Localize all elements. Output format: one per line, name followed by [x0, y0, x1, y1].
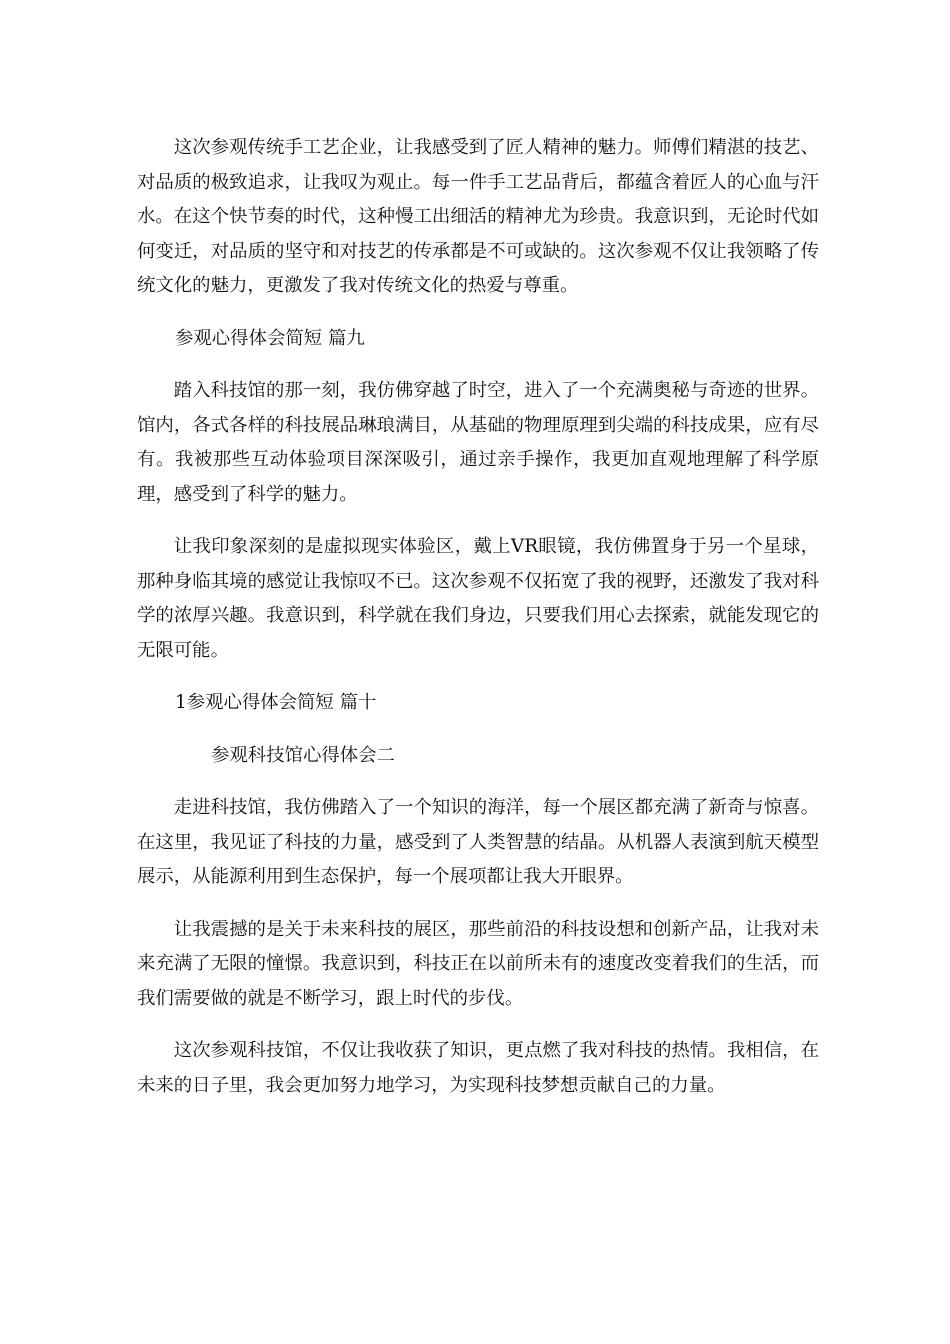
- paragraph-craft-visit: 这次参观传统手工艺企业，让我感受到了匠人精神的魅力。师傅们精湛的技艺、对品质的极致追求，让我叹为观止。每一件手工艺品背后，都蕴含着匠人的心血与汗水。在这个快节奏的时代，这种慢工出细活的精神尤为珍贵。我意识到，无论时代如何变迁，对品质的坚守和对技艺的传承都是不可或缺的。这次参观不仅让我领略了传统文化的魅力，更激发了我对传统文化的热爱与尊重。: [137, 137, 819, 296]
- paragraph-science-museum-entry: 踏入科技馆的那一刻，我仿佛穿越了时空，进入了一个充满奥秘与奇迹的世界。馆内，各式各样的科技展品琳琅满目，从基础的物理原理到尖端的科技成果，应有尽有。我被那些互动体验项目深深吸引，通过亲手操作，我更加直观地理解了科学原理，感受到了科学的魅力。: [137, 380, 819, 505]
- paragraph-vr-experience: 让我印象深刻的是虚拟现实体验区，戴上VR眼镜，我仿佛置身于另一个星球，那种身临其境的感觉让我惊叹不已。这次参观不仅拓宽了我的视野，还激发了我对科学的浓厚兴趣。我意识到，科学就在我们身边，只要我们用心去探索，就能发现它的无限可能。: [137, 536, 819, 661]
- section-heading-ten: 1参观心得体会简短 篇十: [175, 692, 377, 713]
- paragraph-future-tech: 让我震撼的是关于未来科技的展区，那些前沿的科技设想和创新产品，让我对未来充满了无限的憧憬。我意识到，科技正在以前所未有的速度改变着我们的生活，而我们需要做的就是不断学习，跟上时代的步伐。: [137, 918, 819, 1009]
- section-subheading: 参观科技馆心得体会二: [211, 744, 395, 766]
- paragraph-conclusion: 这次参观科技馆，不仅让我收获了知识，更点燃了我对科技的热情。我相信，在未来的日子里，我会更加努力地学习，为实现科技梦想贡献自己的力量。: [137, 1040, 819, 1096]
- section-heading-nine: 参观心得体会简短 篇九: [175, 327, 365, 349]
- document-body: [137, 131, 819, 1121]
- paragraph-knowledge-ocean: 走进科技馆，我仿佛踏入了一个知识的海洋，每一个展区都充满了新奇与惊喜。在这里，我见证了科技的力量，感受到了人类智慧的结晶。从机器人表演到航天模型展示，从能源利用到生态保护，每一个展项都让我大开眼界。: [137, 797, 819, 887]
